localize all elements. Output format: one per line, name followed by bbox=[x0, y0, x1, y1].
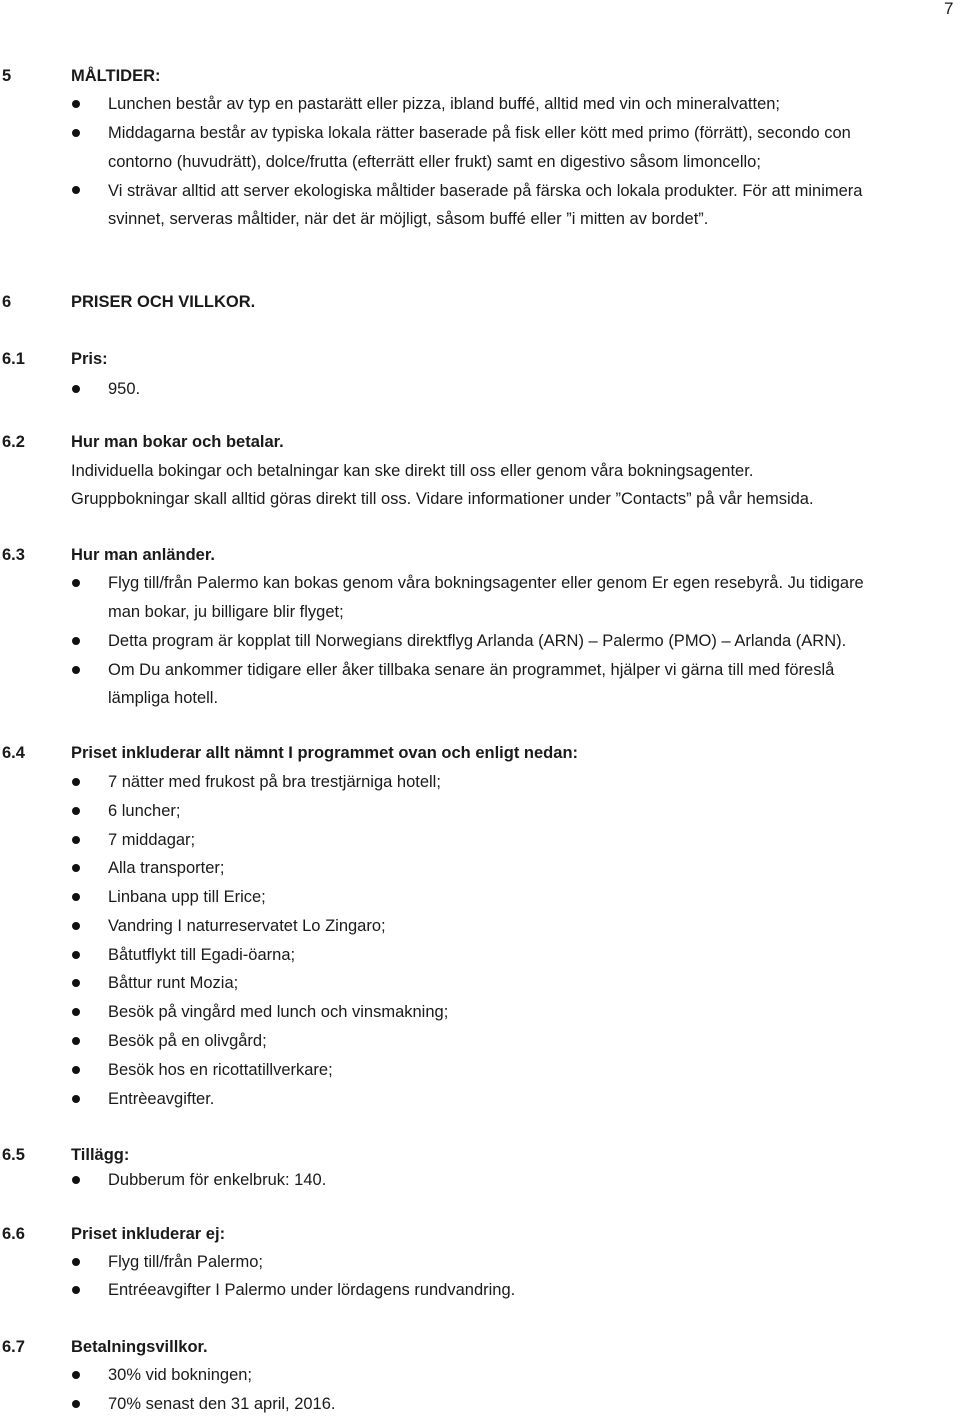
bullet-icon bbox=[72, 1176, 80, 1184]
s5-line-1: Lunchen består av typ en pastarätt eller pizza, ibland buffé, alltid med vin och mineralvatten; bbox=[108, 95, 781, 113]
section-6-5-number: 6.5 bbox=[2, 1146, 25, 1164]
section-5-number: 5 bbox=[2, 67, 12, 85]
bullet-icon bbox=[72, 129, 80, 137]
included-item: Vandring I naturreservatet Lo Zingaro; bbox=[108, 917, 386, 935]
bullet-icon bbox=[72, 836, 80, 844]
section-6-number: 6 bbox=[2, 293, 12, 311]
included-item: Besök på en olivgård; bbox=[108, 1032, 267, 1050]
bullet-icon bbox=[72, 807, 80, 815]
bullet-icon bbox=[72, 778, 80, 786]
bullet-icon bbox=[72, 1286, 80, 1294]
bullet-icon bbox=[72, 637, 80, 645]
included-item: Båtutflykt till Egadi-öarna; bbox=[108, 946, 296, 964]
section-6-3-number: 6.3 bbox=[2, 546, 25, 564]
s5-line-4: Vi strävar alltid att server ekologiska måltider baserade på färska och lokala produkter. För att minimera bbox=[108, 182, 863, 200]
bullet-icon bbox=[72, 864, 80, 872]
section-6-7-title: Betalningsvillkor. bbox=[71, 1338, 208, 1356]
bullet-icon bbox=[72, 979, 80, 987]
s62-line-2: Gruppbokningar skall alltid göras direkt till oss. Vidare informationer under ”Contacts” på vår hemsida. bbox=[71, 490, 814, 508]
section-6-1-title: Pris: bbox=[71, 350, 108, 368]
section-6-7-number: 6.7 bbox=[2, 1338, 25, 1356]
payment-term: 30% vid bokningen; bbox=[108, 1366, 253, 1384]
bullet-icon bbox=[72, 1008, 80, 1016]
bullet-icon bbox=[72, 666, 80, 674]
s62-line-1: Individuella bokingar och betalningar kan ske direkt till oss eller genom våra bokningsagenter. bbox=[71, 462, 754, 480]
section-6-6-number: 6.6 bbox=[2, 1225, 25, 1243]
section-5-title: MÅLTIDER: bbox=[71, 67, 161, 85]
bullet-icon bbox=[72, 1371, 80, 1379]
bullet-icon bbox=[72, 951, 80, 959]
section-6-5-title: Tillägg: bbox=[71, 1146, 130, 1164]
s63-line-1: Flyg till/från Palermo kan bokas genom våra bokningsagenter eller genom Er egen resebyrå. Ju tidigare bbox=[108, 574, 864, 592]
included-item: Båttur runt Mozia; bbox=[108, 974, 239, 992]
section-6-2-title: Hur man bokar och betalar. bbox=[71, 433, 284, 451]
bullet-icon bbox=[72, 893, 80, 901]
s5-line-3: contorno (huvudrätt), dolce/frutta (efterrätt eller frukt) samt en digestivo såsom limoncello; bbox=[108, 153, 761, 171]
page-number: 7 bbox=[944, 0, 954, 18]
bullet-icon bbox=[72, 1400, 80, 1408]
excluded-item: Flyg till/från Palermo; bbox=[108, 1253, 263, 1271]
price-value: 950. bbox=[108, 380, 141, 398]
bullet-icon bbox=[72, 1095, 80, 1103]
section-6-3-title: Hur man anländer. bbox=[71, 546, 215, 564]
bullet-icon bbox=[72, 1037, 80, 1045]
included-item: Alla transporter; bbox=[108, 859, 225, 877]
excluded-item: Entréeavgifter I Palermo under lördagens rundvandring. bbox=[108, 1281, 516, 1299]
included-item: Besök hos en ricottatillverkare; bbox=[108, 1061, 333, 1079]
included-item: Linbana upp till Erice; bbox=[108, 888, 266, 906]
included-item: Entrèeavgifter. bbox=[108, 1090, 215, 1108]
section-6-6-title: Priset inkluderar ej: bbox=[71, 1225, 226, 1243]
s63-line-3: Detta program är kopplat till Norwegians direktflyg Arlanda (ARN) – Palermo (PMO) – Arlanda (ARN). bbox=[108, 632, 847, 650]
included-item: 6 luncher; bbox=[108, 802, 181, 820]
section-6-2-number: 6.2 bbox=[2, 433, 25, 451]
included-item: Besök på vingård med lunch och vinsmakning; bbox=[108, 1003, 449, 1021]
payment-term: 70% senast den 31 april, 2016. bbox=[108, 1395, 336, 1413]
supplement-item: Dubberum för enkelbruk: 140. bbox=[108, 1171, 327, 1189]
s63-line-5: lämpliga hotell. bbox=[108, 689, 219, 707]
section-6-4-number: 6.4 bbox=[2, 744, 25, 762]
s5-line-2: Middagarna består av typiska lokala rätter baserade på fisk eller kött med primo (förrätt), secondo con bbox=[108, 124, 851, 142]
s5-line-5: svinnet, serveras måltider, när det är möjligt, såsom buffé eller ”i mitten av bordet”. bbox=[108, 210, 709, 228]
bullet-icon bbox=[72, 1258, 80, 1266]
included-item: 7 nätter med frukost på bra trestjärniga hotell; bbox=[108, 773, 441, 791]
bullet-icon bbox=[72, 186, 80, 194]
bullet-icon bbox=[72, 922, 80, 930]
section-6-title: PRISER OCH VILLKOR. bbox=[71, 293, 256, 311]
s63-line-2: man bokar, ju billigare blir flyget; bbox=[108, 603, 344, 621]
section-6-4-title: Priset inkluderar allt nämnt I programmet ovan och enligt nedan: bbox=[71, 744, 579, 762]
bullet-icon bbox=[72, 385, 80, 393]
bullet-icon bbox=[72, 579, 80, 587]
bullet-icon bbox=[72, 1066, 80, 1074]
s63-line-4: Om Du ankommer tidigare eller åker tillbaka senare än programmet, hjälper vi gärna till med föreslå bbox=[108, 661, 835, 679]
bullet-icon bbox=[72, 100, 80, 108]
included-item: 7 middagar; bbox=[108, 831, 196, 849]
section-6-1-number: 6.1 bbox=[2, 350, 25, 368]
